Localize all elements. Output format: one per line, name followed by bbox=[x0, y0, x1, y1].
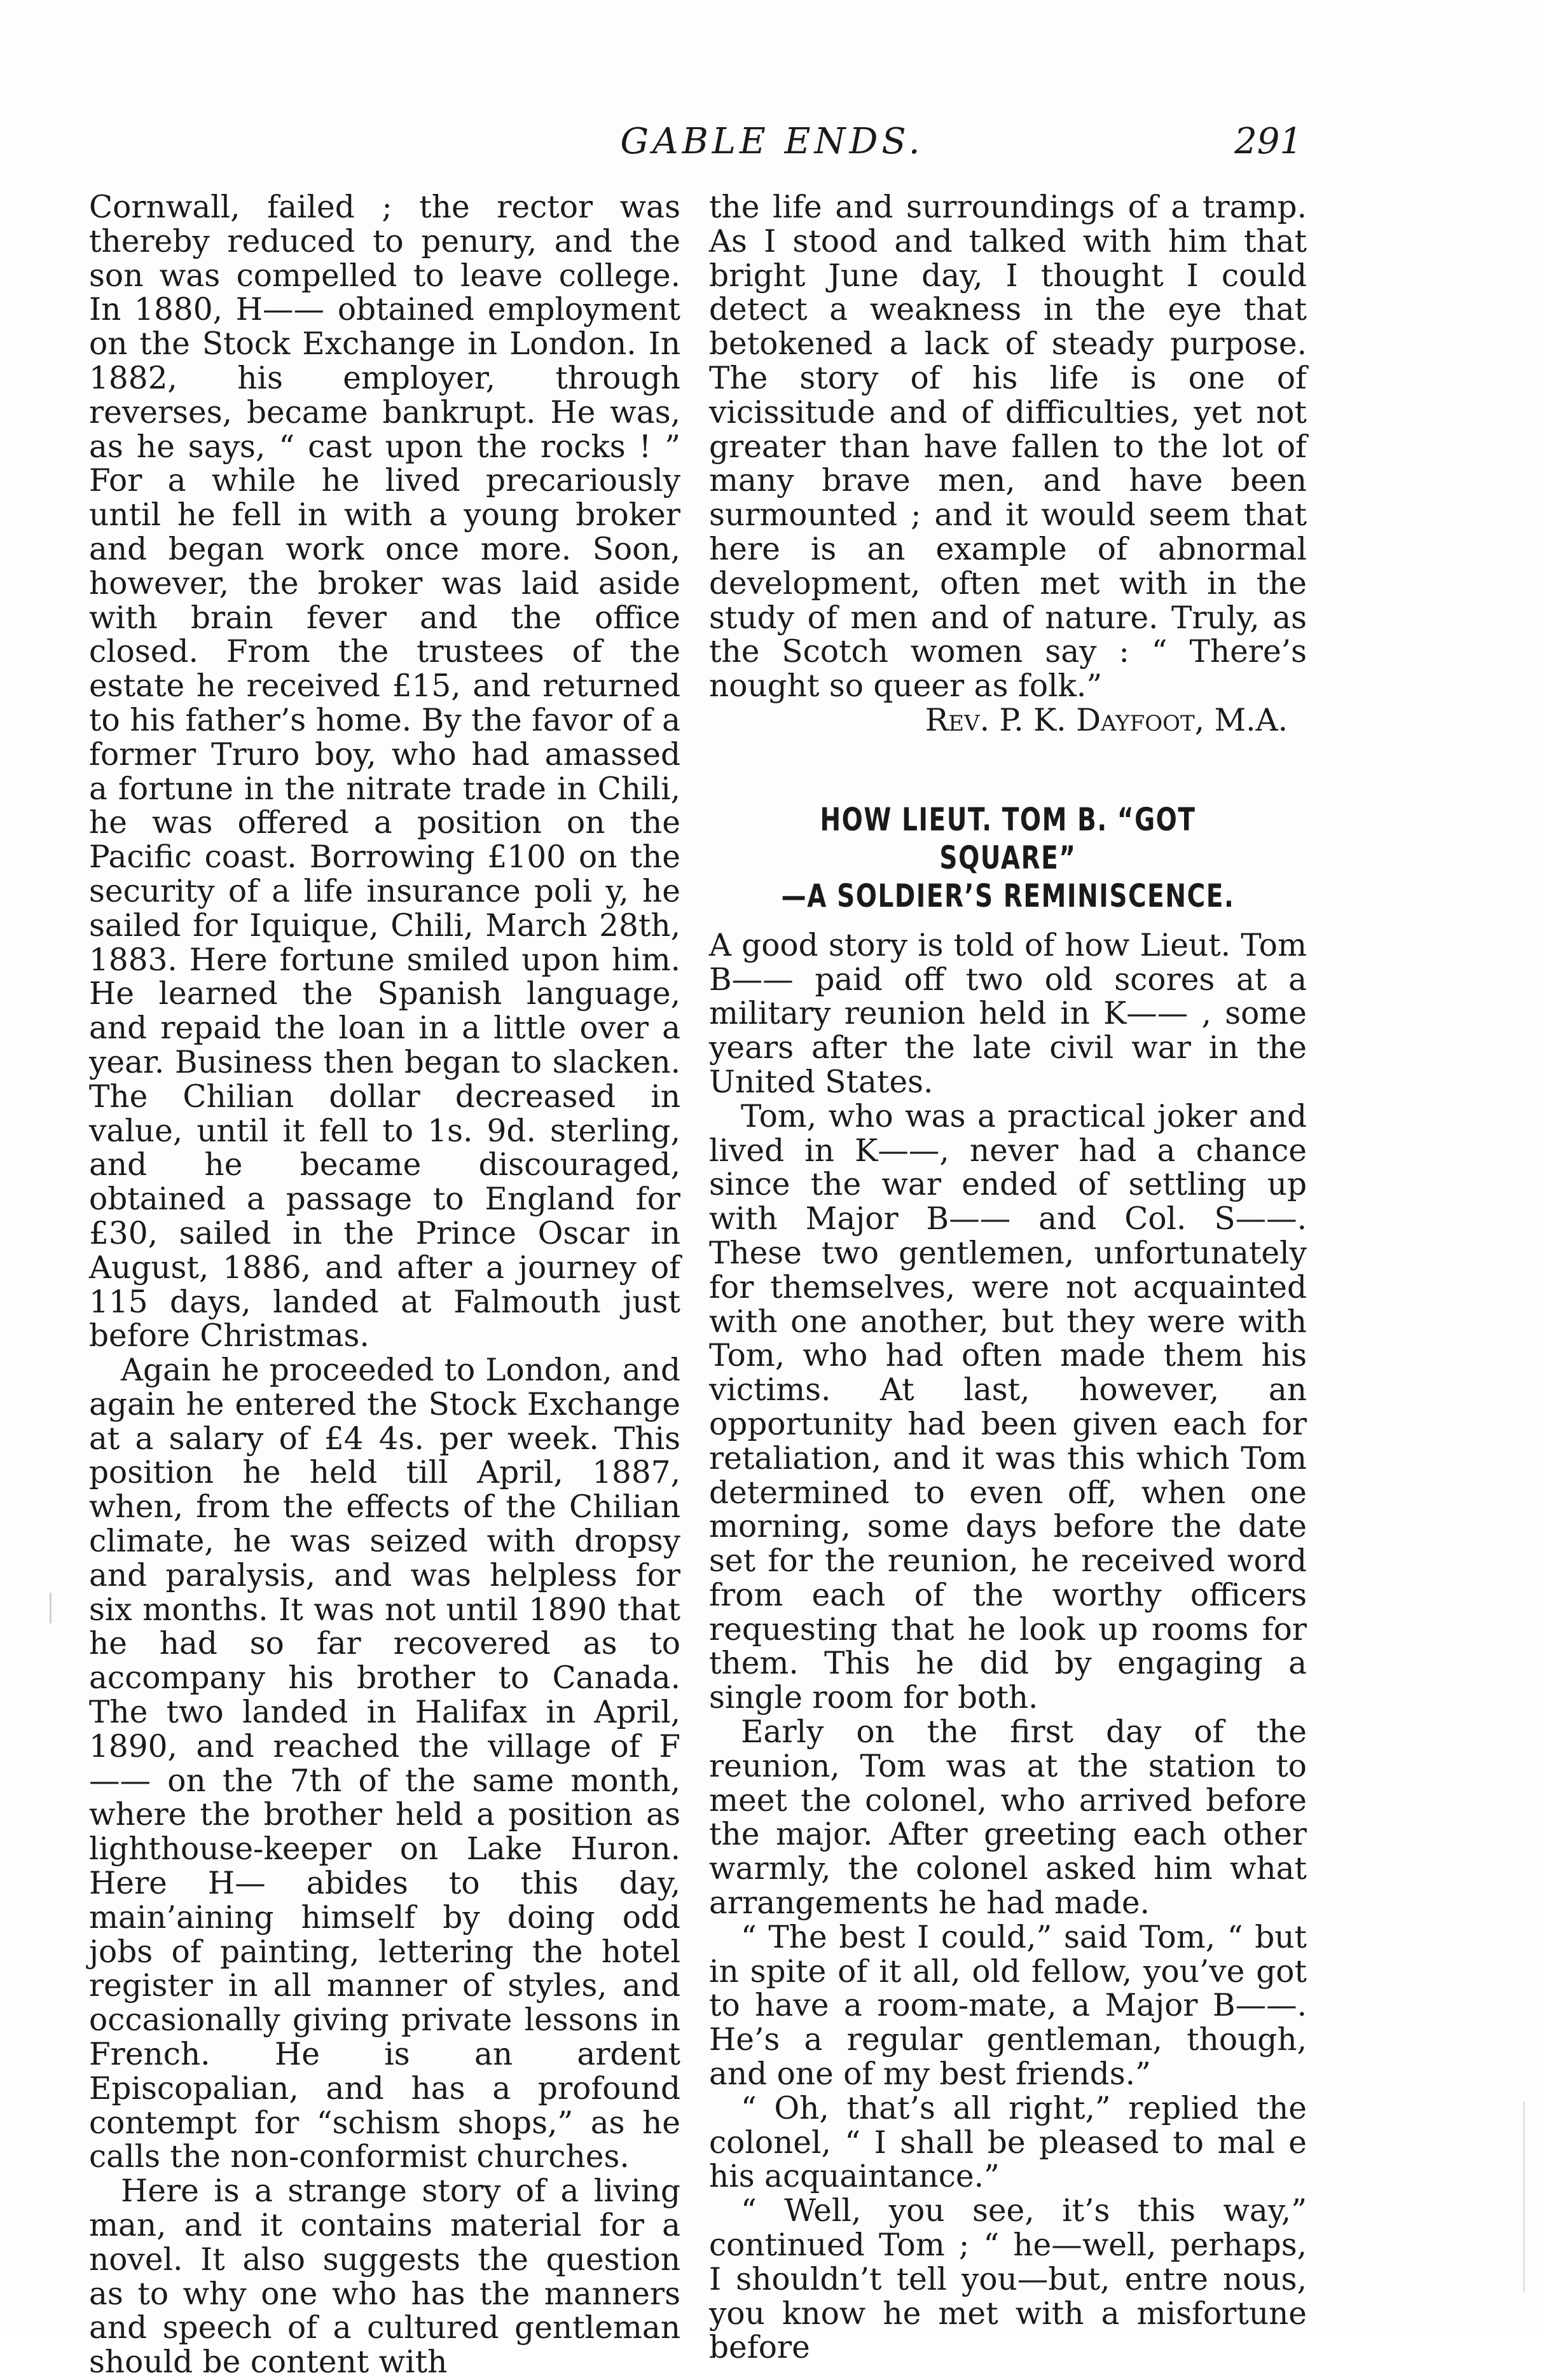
paragraph: “ Well, you see, it’s this way,” continued Tom ; “ he—well, perhaps, I shouldn’t tell you—but, entre nous, you know he met with a misfortune before bbox=[709, 2193, 1307, 2366]
paragraph: “ Oh, that’s all right,” replied the colonel, “ I shall be pleased to mal e his acquaintance.” bbox=[709, 2090, 1307, 2195]
author-signature: Rev. P. K. Dayfoot, M.A. bbox=[925, 702, 1288, 738]
running-head bbox=[0, 121, 1544, 172]
margin-mark bbox=[50, 1593, 52, 1623]
paragraph: the life and surroundings of a tramp. As I stood and talked with him that bright June day, I thought I could detect a weakness in the eye that betokened a lack of steady purpose. The story of his life is one of vicissitude and of difficulties, yet not greater than have fallen to the lot of many brave men, and have been surmounted ; and it would seem that here is an example of abnormal development, often met with in the study of men and of nature. Truly, as the Scotch women say : “ There’s nought so queer as folk.” bbox=[709, 189, 1307, 705]
article-heading-line: —A SOLDIER’S REMINISCENCE. bbox=[781, 877, 1235, 914]
paragraph: A good story is told of how Lieut. Tom B—— paid off two old scores at a military reunion held in K—— , some years after the late civil war in the United States. bbox=[709, 927, 1307, 1100]
running-title: GABLE ENDS. bbox=[620, 121, 924, 162]
page-number: 291 bbox=[1234, 121, 1302, 162]
paragraph: Tom, who was a practical joker and lived in K——, never had a chance since the war ended of settling up with Major B—— and Col. S——. These two gentlemen, unfortunately for themselves, were not acquainted with one another, but they were with Tom, who had often made them his victims. At last, however, an opportunity had been given each for retaliation, and it was this which Tom determined to even off, when one morning, some days before the date set for the reunion, he received word from each of the worthy officers requesting that he look up rooms for them. This he did by engaging a single room for both. bbox=[709, 1098, 1307, 1716]
right-column bbox=[709, 191, 1307, 2365]
paragraph: Cornwall, failed ; the rector was thereby reduced to penury, and the son was compelled to leave college. In 1880, H—— obtained employment on the Stock Exchange in London. In 1882, his employer, through reverses, became bankrupt. He was, as he says, “ cast upon the rocks ! ” For a while he lived precariously until he fell in with a young broker and began work once more. Soon, however, the broker was laid aside with brain fever and the office closed. From the trustees of the estate he received £15, and returned to his father’s home. By the favor of a former Truro boy, who had amassed a fortune in the nitrate trade in Chili, he was offered a position on the Pacific coast. Borrowing £100 on the security of a life insurance poli y, he sailed for Iquique, Chili, March 28th, 1883. Here fortune smiled upon him. He learned the Spanish language, and repaid the loan in a little over a year. Business then began to slacken. The Chilian dollar decreased in value, until it fell to 1s. 9d. sterling, and he became discouraged, obtained a passage to England for £30, sailed in the Prince Oscar in August, 1886, and after a journey of 115 days, landed at Falmouth just before Christmas. bbox=[89, 189, 680, 1354]
paragraph: Again he proceeded to London, and again he entered the Stock Exchange at a salary of £4 4s. per week. This position he held till April, 1887, when, from the effects of the Chilian climate, he was seized with dropsy and paralysis, and was helpless for six months. It was not until 1890 that he had so far recovered as to accompany his brother to Canada. The two landed in Halifax in April, 1890, and reached the village of F—— on the 7th of the same month, where the brother held a position as lighthouse-keeper on Lake Huron. Here H— abides to this day, main’aining himself by doing odd jobs of painting, lettering the hotel register in all manner of styles, and occasionally giving private lessons in French. He is an ardent Episcopalian, and has a profound contempt for “schism shops,” as he calls the non-conformist churches. bbox=[89, 1352, 680, 2175]
page-edge-mark bbox=[1523, 2101, 1525, 2292]
paragraph: Here is a strange story of a living man, and it contains material for a novel. It also suggests the question as to why one who has the manners and speech of a cultured gentleman should be content with bbox=[89, 2173, 680, 2380]
article-heading bbox=[775, 801, 1241, 915]
paragraph: Early on the first day of the reunion, Tom was at the station to meet the colonel, who arrived before the major. After greeting each other warmly, the colonel asked him what arrangements he had made. bbox=[709, 1714, 1307, 1922]
article-heading-line: HOW LIEUT. TOM B. “GOT SQUARE” bbox=[820, 801, 1196, 876]
paragraph: “ The best I could,” said Tom, “ but in spite of it all, old fellow, you’ve got to have a room-mate, a Major B——. He’s a regular gentleman, though, and one of my best friends.” bbox=[709, 1919, 1307, 2093]
left-column bbox=[89, 191, 680, 2380]
